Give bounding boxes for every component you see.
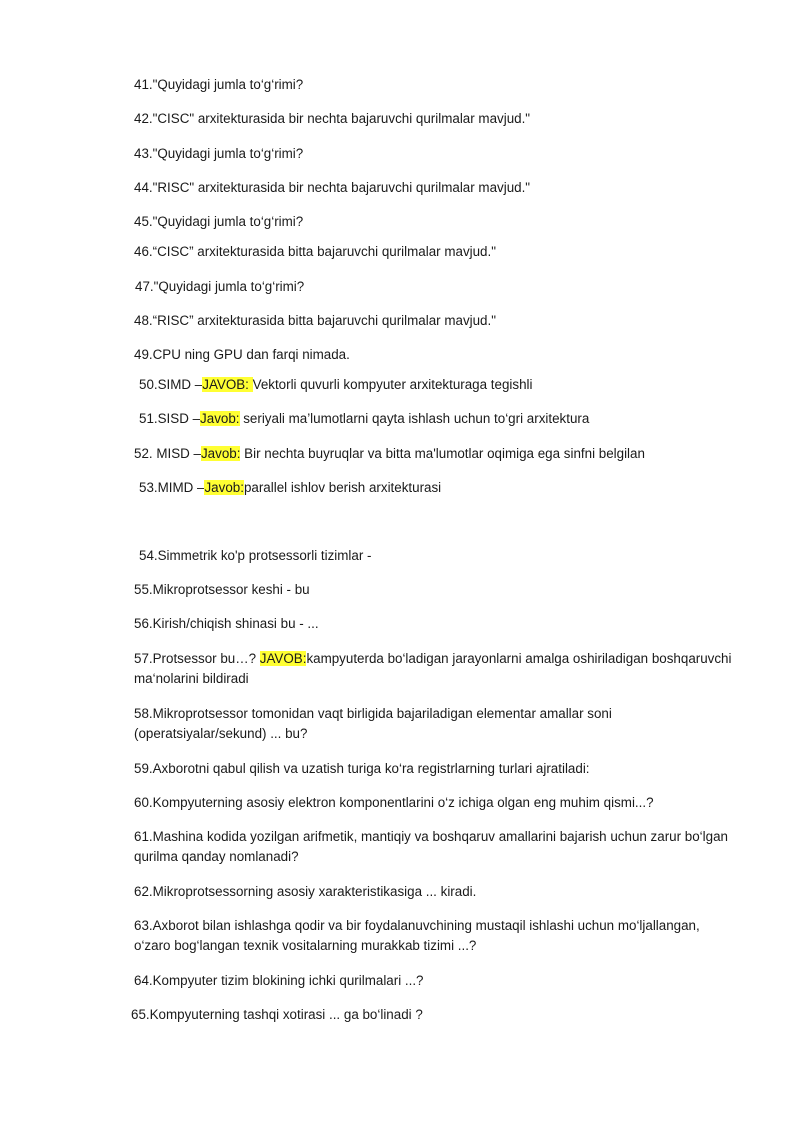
question-41: 41."Quyidagi jumla to‘g‘rimi? bbox=[134, 77, 304, 92]
question-47: 47."Quyidagi jumla to‘g‘rimi? bbox=[135, 279, 305, 294]
question-51 bbox=[139, 409, 589, 429]
question-49: 49.CPU ning GPU dan farqi nimada. bbox=[134, 347, 350, 362]
answer-text: seriyali ma’lumotlarni qayta ishlash uchun to‘gri arxitektura bbox=[239, 411, 590, 426]
answer-text: kampyuterda bo‘ladigan jarayonlarni amalga oshiriladigan boshqaruvchi ma‘nolarini bildiradi bbox=[134, 651, 732, 686]
question-prefix: 51.SISD – bbox=[139, 411, 201, 426]
question-42: 42."CISC" arxitekturasida bir nechta bajaruvchi qurilmalar mavjud." bbox=[134, 111, 531, 126]
question-48: 48.“RISC” arxitekturasida bitta bajaruvchi qurilmalar mavjud." bbox=[134, 313, 496, 328]
question-58: 58.Mikroprotsessor tomonidan vaqt birligida bajariladigan elementar amallar soni (operatsiyalar/sekund) ... bu? bbox=[134, 706, 612, 741]
question-63: 63.Axborot bilan ishlashga qodir va bir foydalanuvchining mustaqil ishlashi uchun mo‘ljallangan, o‘zaro bog‘langan texnik vositalarning murakkab tizimi ...? bbox=[134, 918, 700, 953]
question-45: 45."Quyidagi jumla to‘g‘rimi? bbox=[134, 214, 304, 229]
question-64: 64.Kompyuter tizim blokining ichki qurilmalari ...? bbox=[134, 973, 424, 988]
answer-text: Vektorli quvurli kompyuter arxitekturaga tegishli bbox=[252, 377, 533, 392]
question-55: 55.Mikroprotsessor keshi - bu bbox=[134, 582, 310, 597]
answer-highlight: Javob: bbox=[200, 446, 241, 461]
question-62: 62.Mikroprotsessorning asosiy xarakteristikasiga ... kiradi. bbox=[134, 884, 477, 899]
answer-highlight: JAVOB: bbox=[259, 651, 307, 666]
question-65: 65.Kompyuterning tashqi xotirasi ... ga bo‘linadi ? bbox=[131, 1007, 423, 1022]
question-50 bbox=[139, 375, 532, 395]
answer-highlight: Javob: bbox=[200, 411, 240, 426]
question-prefix: 53.MIMD – bbox=[139, 480, 205, 495]
answer-text: Bir nechta buyruqlar va bitta ma'lumotlar oqimiga ega sinfni belgilan bbox=[240, 446, 645, 461]
question-prefix: 57.Protsessor bu…? bbox=[134, 651, 260, 666]
question-60: 60.Kompyuterning asosiy elektron komponentlarini o‘z ichiga olgan eng muhim qismi...? bbox=[134, 795, 654, 810]
question-43: 43."Quyidagi jumla to‘g‘rimi? bbox=[134, 146, 304, 161]
question-61: 61.Mashina kodida yozilgan arifmetik, mantiqiy va boshqaruv amallarini bajarish uchun zarur bo‘lgan qurilma qanday nomlanadi? bbox=[134, 829, 728, 864]
question-52 bbox=[134, 444, 645, 464]
question-prefix: 50.SIMD – bbox=[139, 377, 203, 392]
answer-highlight: JAVOB: bbox=[202, 377, 253, 392]
question-46: 46.“CISC” arxitekturasida bitta bajaruvchi qurilmalar mavjud." bbox=[134, 244, 496, 259]
answer-highlight: Javob: bbox=[204, 480, 244, 495]
question-56: 56.Kirish/chiqish shinasi bu - ... bbox=[134, 616, 319, 631]
question-prefix: 52. MISD – bbox=[134, 446, 201, 461]
answer-text: parallel ishlov berish arxitekturasi bbox=[243, 480, 442, 495]
question-53 bbox=[139, 478, 441, 498]
question-54: 54.Simmetrik ko'p protsessorli tizimlar - bbox=[139, 548, 372, 563]
question-59: 59.Axborotni qabul qilish va uzatish turiga ko‘ra registrlarning turlari ajratiladi: bbox=[134, 761, 590, 776]
question-57 bbox=[134, 649, 744, 689]
question-44: 44."RISC" arxitekturasida bir nechta bajaruvchi qurilmalar mavjud." bbox=[134, 180, 531, 195]
